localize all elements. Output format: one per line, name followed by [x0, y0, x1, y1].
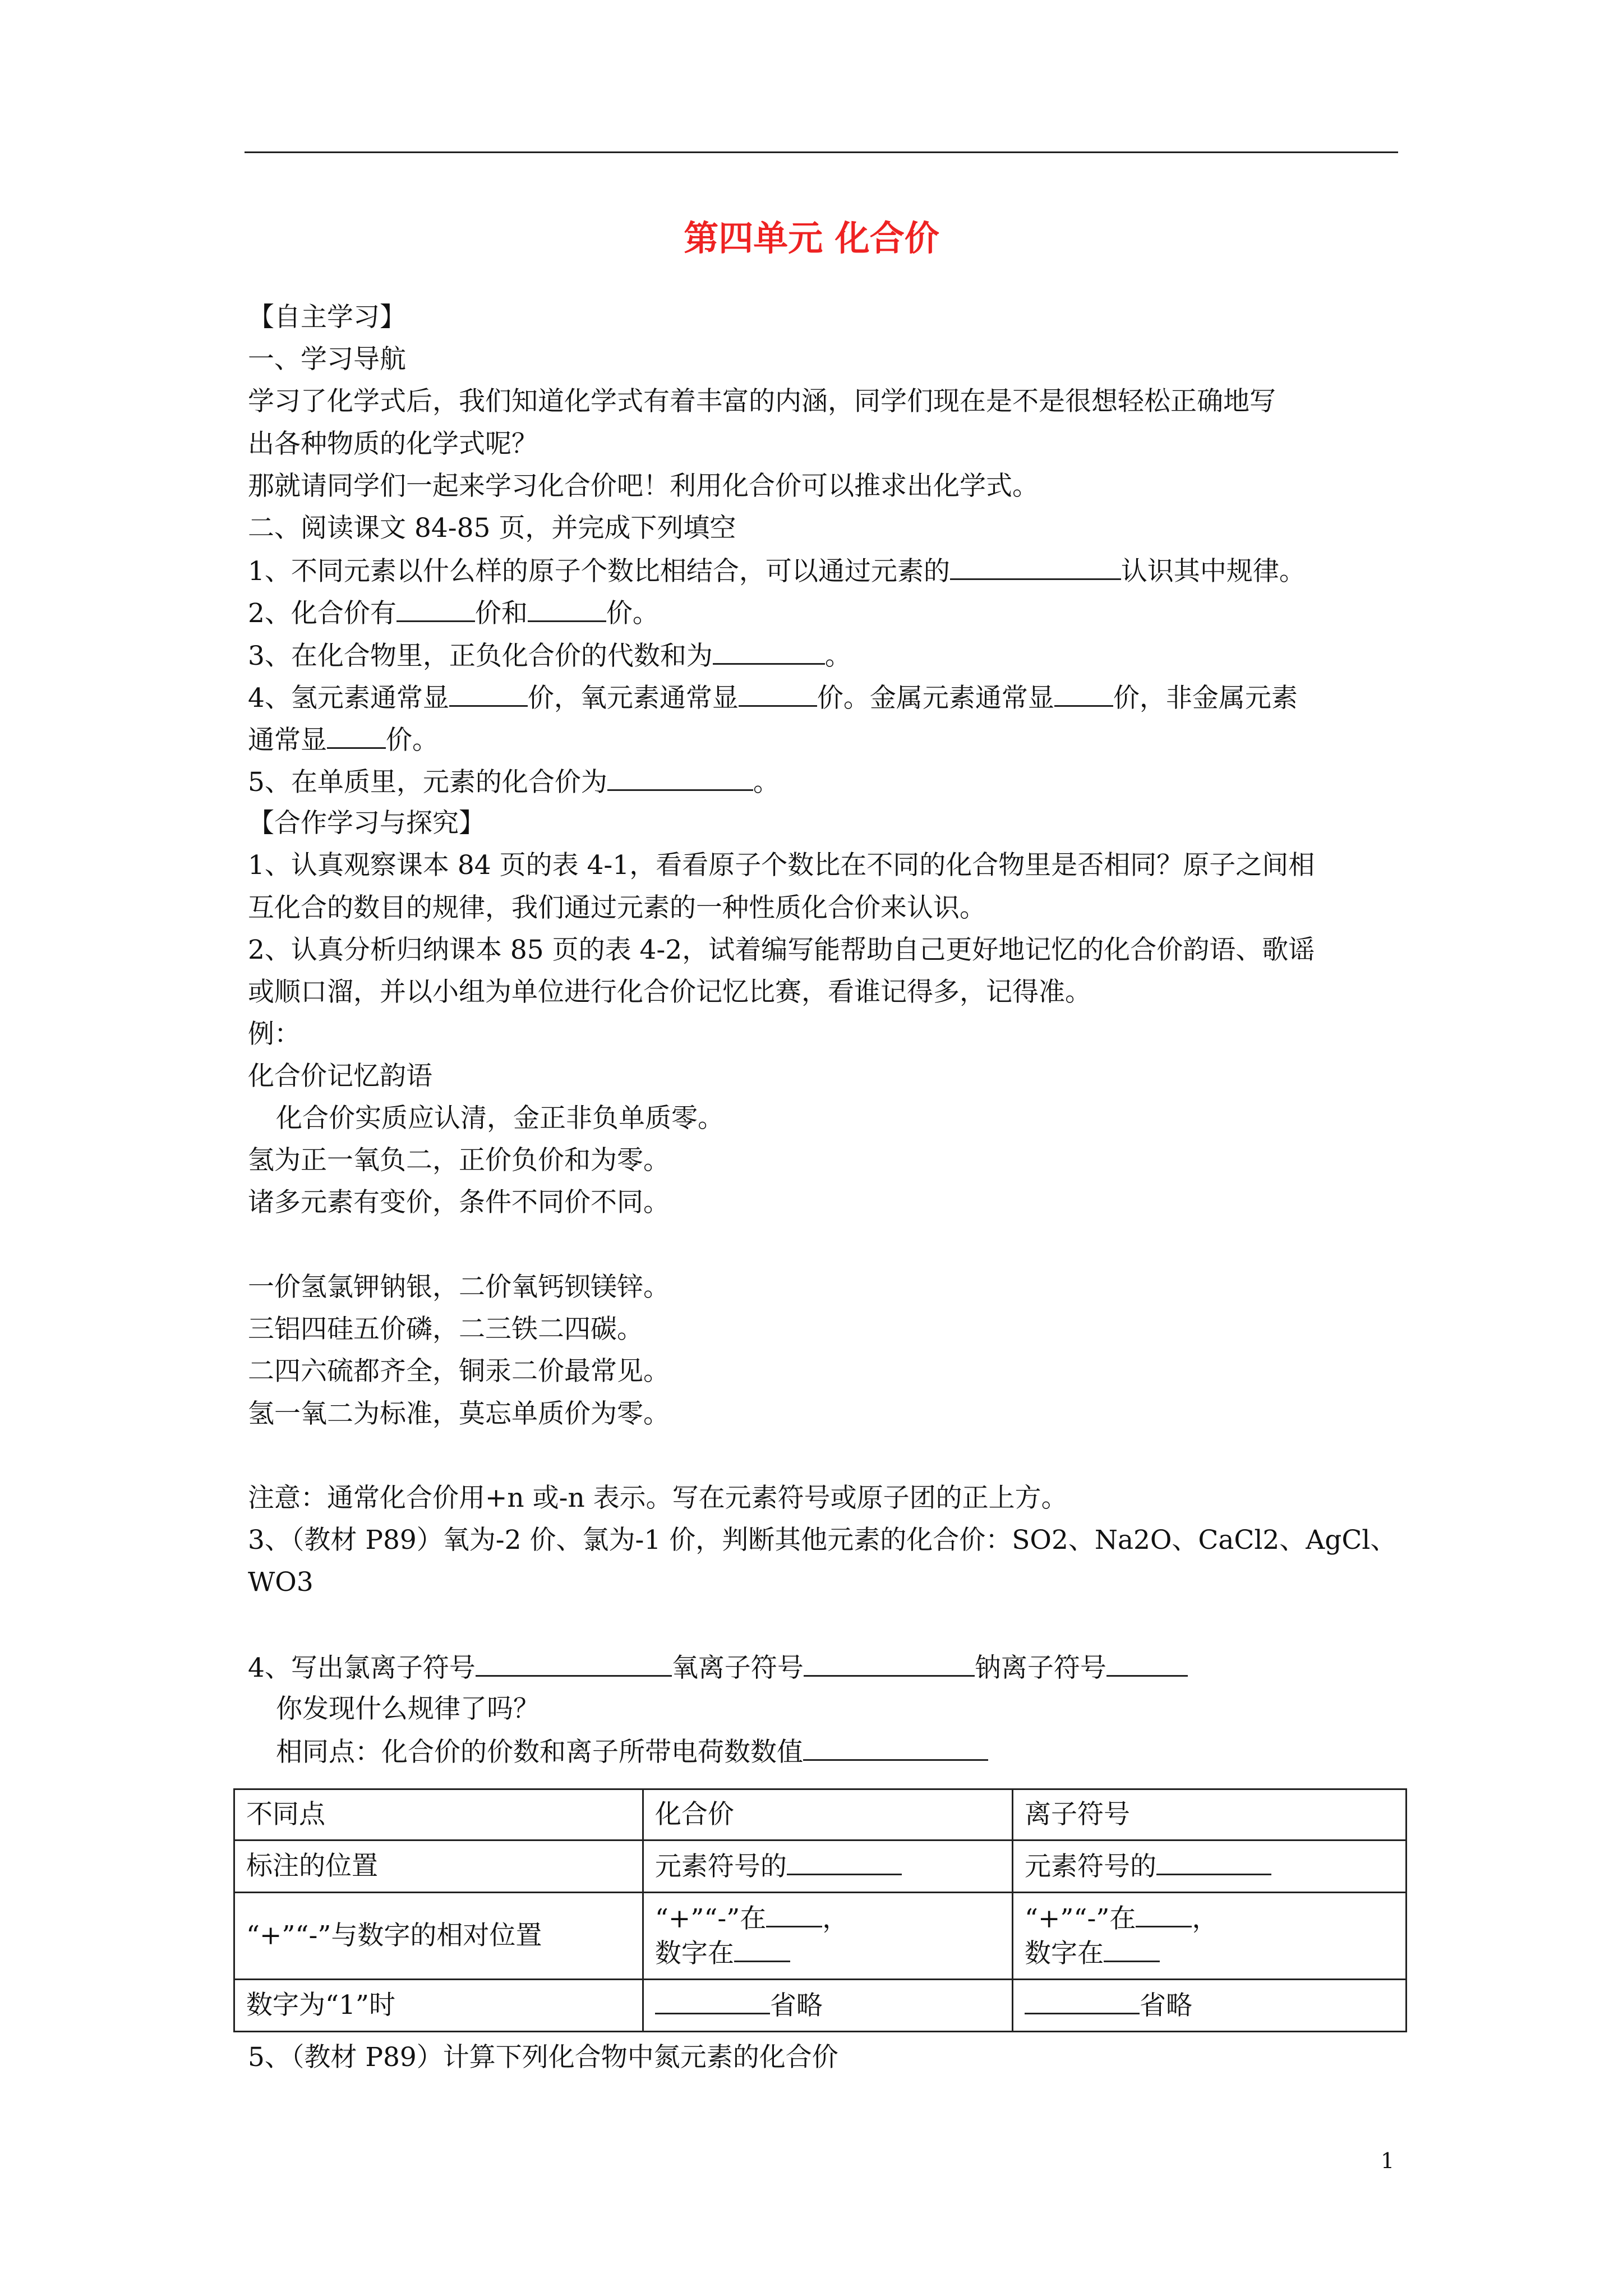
rhyme-line-1: 化合价实质应认清，金正非负单质零。: [276, 1103, 724, 1134]
q4-text-f: 价。: [386, 725, 439, 756]
q2-blank-1[interactable]: [396, 596, 475, 622]
table-row: [234, 1789, 1407, 1841]
table-header-cell: 不同点: [234, 1789, 643, 1841]
valence-omit-blank[interactable]: [655, 1988, 770, 2014]
rhyme-line-4: 一价氢氯钾钠银，二价氧钙钡镁锌。: [248, 1272, 670, 1303]
coop-4-line-3: [276, 1734, 988, 1769]
q1-text-b: 认识其中规律。: [1121, 556, 1306, 587]
c4-text-c: 钠离子符号: [974, 1653, 1106, 1683]
ion-omit-blank[interactable]: [1025, 1988, 1140, 2014]
table-cell: [643, 1841, 1012, 1893]
q3-text-b: 。: [824, 641, 851, 671]
rhyme-line-7: 氢一氧二为标准，莫忘单质价为零。: [248, 1398, 670, 1429]
coop-2-line-2: 或顺口溜，并以小组为单位进行化合价记忆比赛，看谁记得多，记得准。: [248, 977, 1091, 1007]
question-5: [248, 765, 780, 799]
table-cell: [643, 1980, 1012, 2032]
cell-text: 数字在: [1024, 1938, 1104, 1969]
page-number: 1: [1381, 2148, 1395, 2173]
cell-text: “+”“-”在: [1024, 1903, 1136, 1934]
table-header-cell: 化合价: [643, 1789, 1012, 1841]
question-4: [248, 680, 1298, 715]
valence-position-blank[interactable]: [787, 1849, 902, 1875]
cell-text: 元素符号的: [654, 1851, 787, 1882]
rhyme-title: 化合价记忆韵语: [248, 1061, 432, 1092]
q4-text-d: 价，非金属元素: [1113, 683, 1298, 714]
ion-number-blank[interactable]: [1104, 1936, 1160, 1962]
coop-3-line-2: WO3: [248, 1567, 313, 1598]
q4-text-e: 通常显: [248, 725, 327, 756]
cell-text: ，: [1192, 1903, 1219, 1934]
valence-number-blank[interactable]: [734, 1936, 790, 1962]
q4-text-c: 价。金属元素通常显: [817, 683, 1054, 714]
cell-text: 省略: [769, 1990, 823, 2021]
self-study-heading: 【自主学习】: [248, 302, 406, 333]
table-cell: [1012, 1893, 1406, 1980]
q4-text-b: 价，氧元素通常显: [527, 683, 739, 714]
valence-sign-blank[interactable]: [766, 1901, 822, 1927]
cell-text: 元素符号的: [1024, 1851, 1156, 1882]
question-2: [248, 596, 659, 631]
rhyme-line-6: 二四六硫都齐全，铜汞二价最常见。: [248, 1356, 670, 1387]
cell-text: 数字在: [654, 1938, 734, 1969]
coop-heading: 【合作学习与探究】: [248, 808, 485, 839]
table-row: [234, 1980, 1407, 2032]
coop-1-line-1: 1、认真观察课本 84 页的表 4-1，看看原子个数比在不同的化合物里是否相同？原子之间相: [248, 850, 1315, 881]
rhyme-line-2: 氢为正一氧负二，正价负价和为零。: [248, 1145, 670, 1176]
sodium-ion-blank[interactable]: [1106, 1650, 1188, 1677]
q5-text-a: 5、在单质里，元素的化合价为: [248, 767, 607, 798]
coop-5-line: 5、（教材 P89）计算下列化合物中氮元素的化合价: [248, 2042, 838, 2073]
q4-blank-2[interactable]: [739, 680, 817, 707]
ion-sign-blank[interactable]: [1136, 1901, 1192, 1927]
q4-blank-1[interactable]: [449, 680, 528, 707]
c4-text-e: 相同点：化合价的价数和离子所带电荷数数值: [276, 1737, 803, 1768]
question-1: [248, 554, 1306, 588]
table-cell: [1012, 1980, 1406, 2032]
section-heading-1: 一、学习导航: [248, 344, 406, 375]
q2-text-c: 价。: [606, 598, 659, 629]
question-3: [248, 638, 851, 673]
page-title: 第四单元 化合价: [684, 218, 939, 259]
example-label: 例：: [248, 1019, 301, 1050]
coop-2-line-1: 2、认真分析归纳课本 85 页的表 4-2，试着编写能帮助自己更好地记忆的化合价韵语、歌谣: [248, 935, 1315, 965]
comparison-table: [233, 1788, 1407, 2032]
q1-text-a: 1、不同元素以什么样的原子个数比相结合，可以通过元素的: [248, 556, 950, 587]
intro-line-3: 那就请同学们一起来学习化合价吧！利用化合价可以推求出化学式。: [248, 471, 1039, 501]
section-heading-2: 二、阅读课文 84-85 页，并完成下列填空: [248, 513, 736, 544]
table-cell: 数字为“1”时: [234, 1980, 643, 2032]
table-row: [234, 1841, 1407, 1893]
table-cell: [1012, 1841, 1406, 1893]
q4-blank-3[interactable]: [1054, 680, 1113, 707]
ion-position-blank[interactable]: [1156, 1849, 1271, 1875]
cell-text: “+”“-”在: [654, 1903, 767, 1934]
coop-4-line-1: [248, 1650, 1188, 1685]
q5-blank[interactable]: [607, 765, 753, 791]
note-line: 注意：通常化合价用+n 或-n 表示。写在元素符号或原子团的正上方。: [248, 1483, 1068, 1513]
intro-line-1: 学习了化学式后，我们知道化学式有着丰富的内涵，同学们现在是不是很想轻松正确地写: [248, 386, 1276, 417]
q2-text-b: 价和: [474, 598, 528, 629]
coop-1-line-2: 互化合的数目的规律，我们通过元素的一种性质化合价来认识。: [248, 892, 986, 923]
q3-blank[interactable]: [713, 638, 825, 665]
table-cell: 标注的位置: [234, 1841, 643, 1893]
q4-text-a: 4、氢元素通常显: [248, 683, 449, 714]
c4-text-b: 氧离子符号: [671, 1653, 804, 1683]
q5-text-b: 。: [753, 767, 780, 798]
table-row: [234, 1893, 1407, 1980]
coop-4-line-2: 你发现什么规律了吗？: [276, 1694, 540, 1724]
table-header-cell: 离子符号: [1012, 1789, 1406, 1841]
cell-text: 省略: [1139, 1990, 1192, 2021]
rhyme-line-3: 诸多元素有变价，条件不同价不同。: [248, 1187, 670, 1218]
q2-text-a: 2、化合价有: [248, 598, 396, 629]
q2-blank-2[interactable]: [528, 596, 606, 622]
q1-blank[interactable]: [950, 554, 1121, 580]
table-cell: [643, 1893, 1012, 1980]
q4-blank-4[interactable]: [327, 723, 386, 749]
question-4-cont: [248, 723, 439, 757]
cell-text: ，: [822, 1903, 849, 1934]
table-cell: “+”“-”与数字的相对位置: [234, 1893, 643, 1980]
same-point-blank[interactable]: [803, 1734, 988, 1761]
q3-text-a: 3、在化合物里，正负化合价的代数和为: [248, 641, 713, 671]
intro-line-2: 出各种物质的化学式呢？: [248, 429, 538, 459]
c4-text-a: 4、写出氯离子符号: [248, 1653, 476, 1683]
chloride-ion-blank[interactable]: [476, 1650, 672, 1677]
oxide-ion-blank[interactable]: [804, 1650, 975, 1677]
coop-3-line-1: 3、（教材 P89）氧为-2 价、氯为-1 价，判断其他元素的化合价：SO2、Na2O、CaCl2、AgCl、: [248, 1525, 1397, 1556]
rhyme-line-5: 三铝四硅五价磷，二三铁二四碳。: [248, 1314, 643, 1345]
